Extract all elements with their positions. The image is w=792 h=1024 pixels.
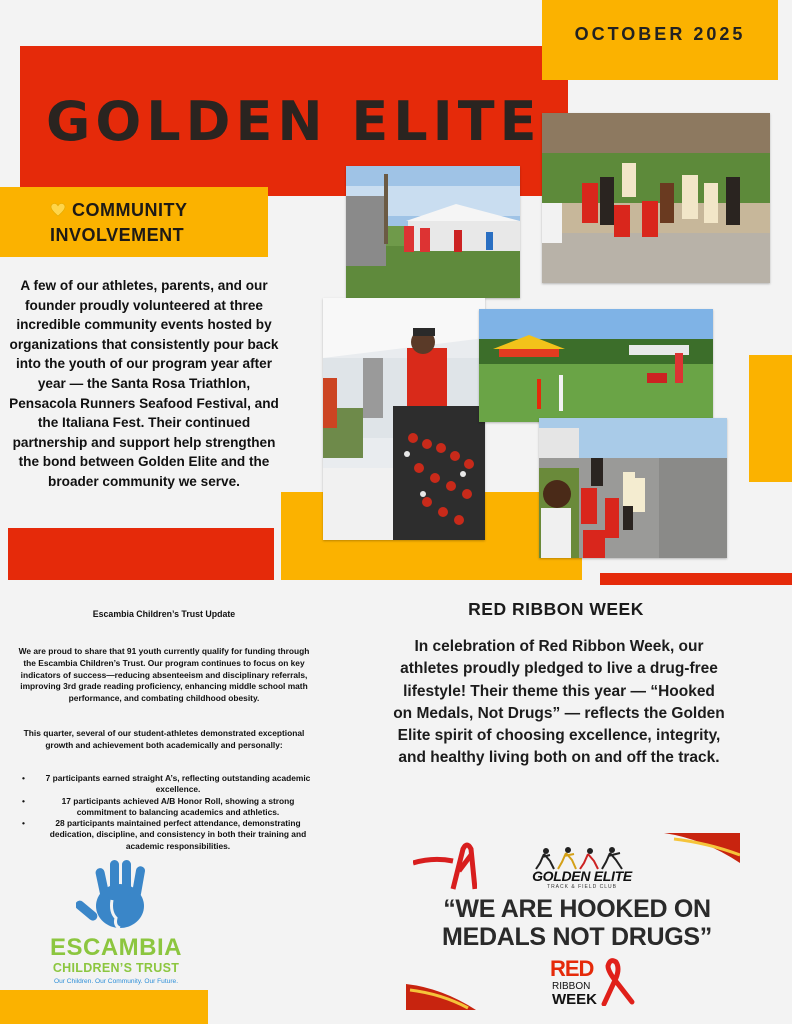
photo-festival-field: [479, 309, 713, 422]
list-item: • 17 participants achieved A/B Honor Roll, showing a strong commitment to balancing academics and athletics.: [14, 796, 316, 819]
ect-logo-subname: CHILDREN’S TRUST: [52, 961, 180, 975]
red-accent-bar: [8, 528, 274, 580]
hooked-on-medals-slogan: “WE ARE HOOKED ON MEDALS NOT DRUGS”: [442, 895, 712, 951]
community-body: A few of our athletes, parents, and our founder proudly volunteered at three incredible community events hosted by organizations that consistently pour back into the youth of our program year after year — the Santa Rosa Triathlon, Pensacola Runners Seafood Festival, and the Italiana Fest. Their continued partnership and support help strengthen the bond between Golden Elite and the broader community we serve.: [9, 278, 279, 489]
ect-achievements-list: [14, 773, 316, 852]
golden-elite-logo-subtitle: TRACK & FIELD CLUB: [547, 884, 617, 890]
awareness-ribbon-icon: [596, 958, 636, 1006]
yellow-heart-icon: [50, 202, 66, 218]
red-ribbon-icon: [413, 841, 477, 893]
photo-athletes-street: [539, 418, 727, 558]
photo-team-group: [542, 113, 770, 283]
list-item: • 7 participants earned straight A’s, reflecting outstanding academic excellence.: [14, 773, 316, 796]
photo-volunteer-cooler: [323, 298, 485, 540]
ect-quarter: This quarter, several of our student-athletes demonstrated exceptional growth and achievement both academically and personally:: [23, 728, 305, 750]
list-item: • 28 participants maintained perfect attendance, demonstrating dedication, discipline, and consistency in both their training and academic responsibilities.: [14, 818, 316, 852]
page-title: GOLDEN ELITE: [46, 90, 542, 153]
swoosh-decoration: [664, 833, 740, 863]
red-ribbon-logo-ribbon: RIBBON: [552, 981, 591, 992]
red-accent-strip: [600, 573, 792, 585]
gold-accent-strip: [749, 355, 792, 482]
swoosh-decoration: [406, 980, 476, 1010]
photo-volunteer-tents: [346, 166, 520, 298]
gold-accent-footer: [0, 990, 208, 1024]
community-heading-line2: INVOLVEMENT: [50, 225, 185, 245]
red-ribbon-logo-week: WEEK: [552, 991, 597, 1008]
golden-elite-logo: GOLDEN ELITE: [532, 868, 632, 884]
ect-logo-name: ESCAMBIA: [49, 934, 182, 961]
ect-logo-tagline: Our Children. Our Community. Our Future.: [53, 978, 179, 985]
red-ribbon-heading: RED RIBBON WEEK: [468, 599, 644, 619]
community-heading: [50, 198, 290, 248]
ect-heading: Escambia Children’s Trust Update: [92, 609, 236, 619]
ect-intro: We are proud to share that 91 youth currently qualify for funding through the Escambia Children’s Trust. Our program continues to focus on key indicators of success—reducing absenteeism and disciplinary referrals, improving 3rd grade reading proficiency, enhancing middle school math performance, and combating childhood obesity.: [18, 646, 310, 704]
community-heading-line1: COMMUNITY: [72, 200, 188, 220]
red-ribbon-body: In celebration of Red Ribbon Week, our athletes proudly pledged to live a drug-free lifestyle! Their theme this year — “Hooked on Medals, Not Drugs” — reflects the Golden Elite spirit of choosing excellence, integrity, and healthy living both on and off the track.: [393, 638, 725, 767]
red-ribbon-logo-red: RED: [550, 956, 594, 981]
handprint-icon: [76, 856, 158, 936]
issue-date: OCTOBER 2025: [574, 24, 746, 44]
